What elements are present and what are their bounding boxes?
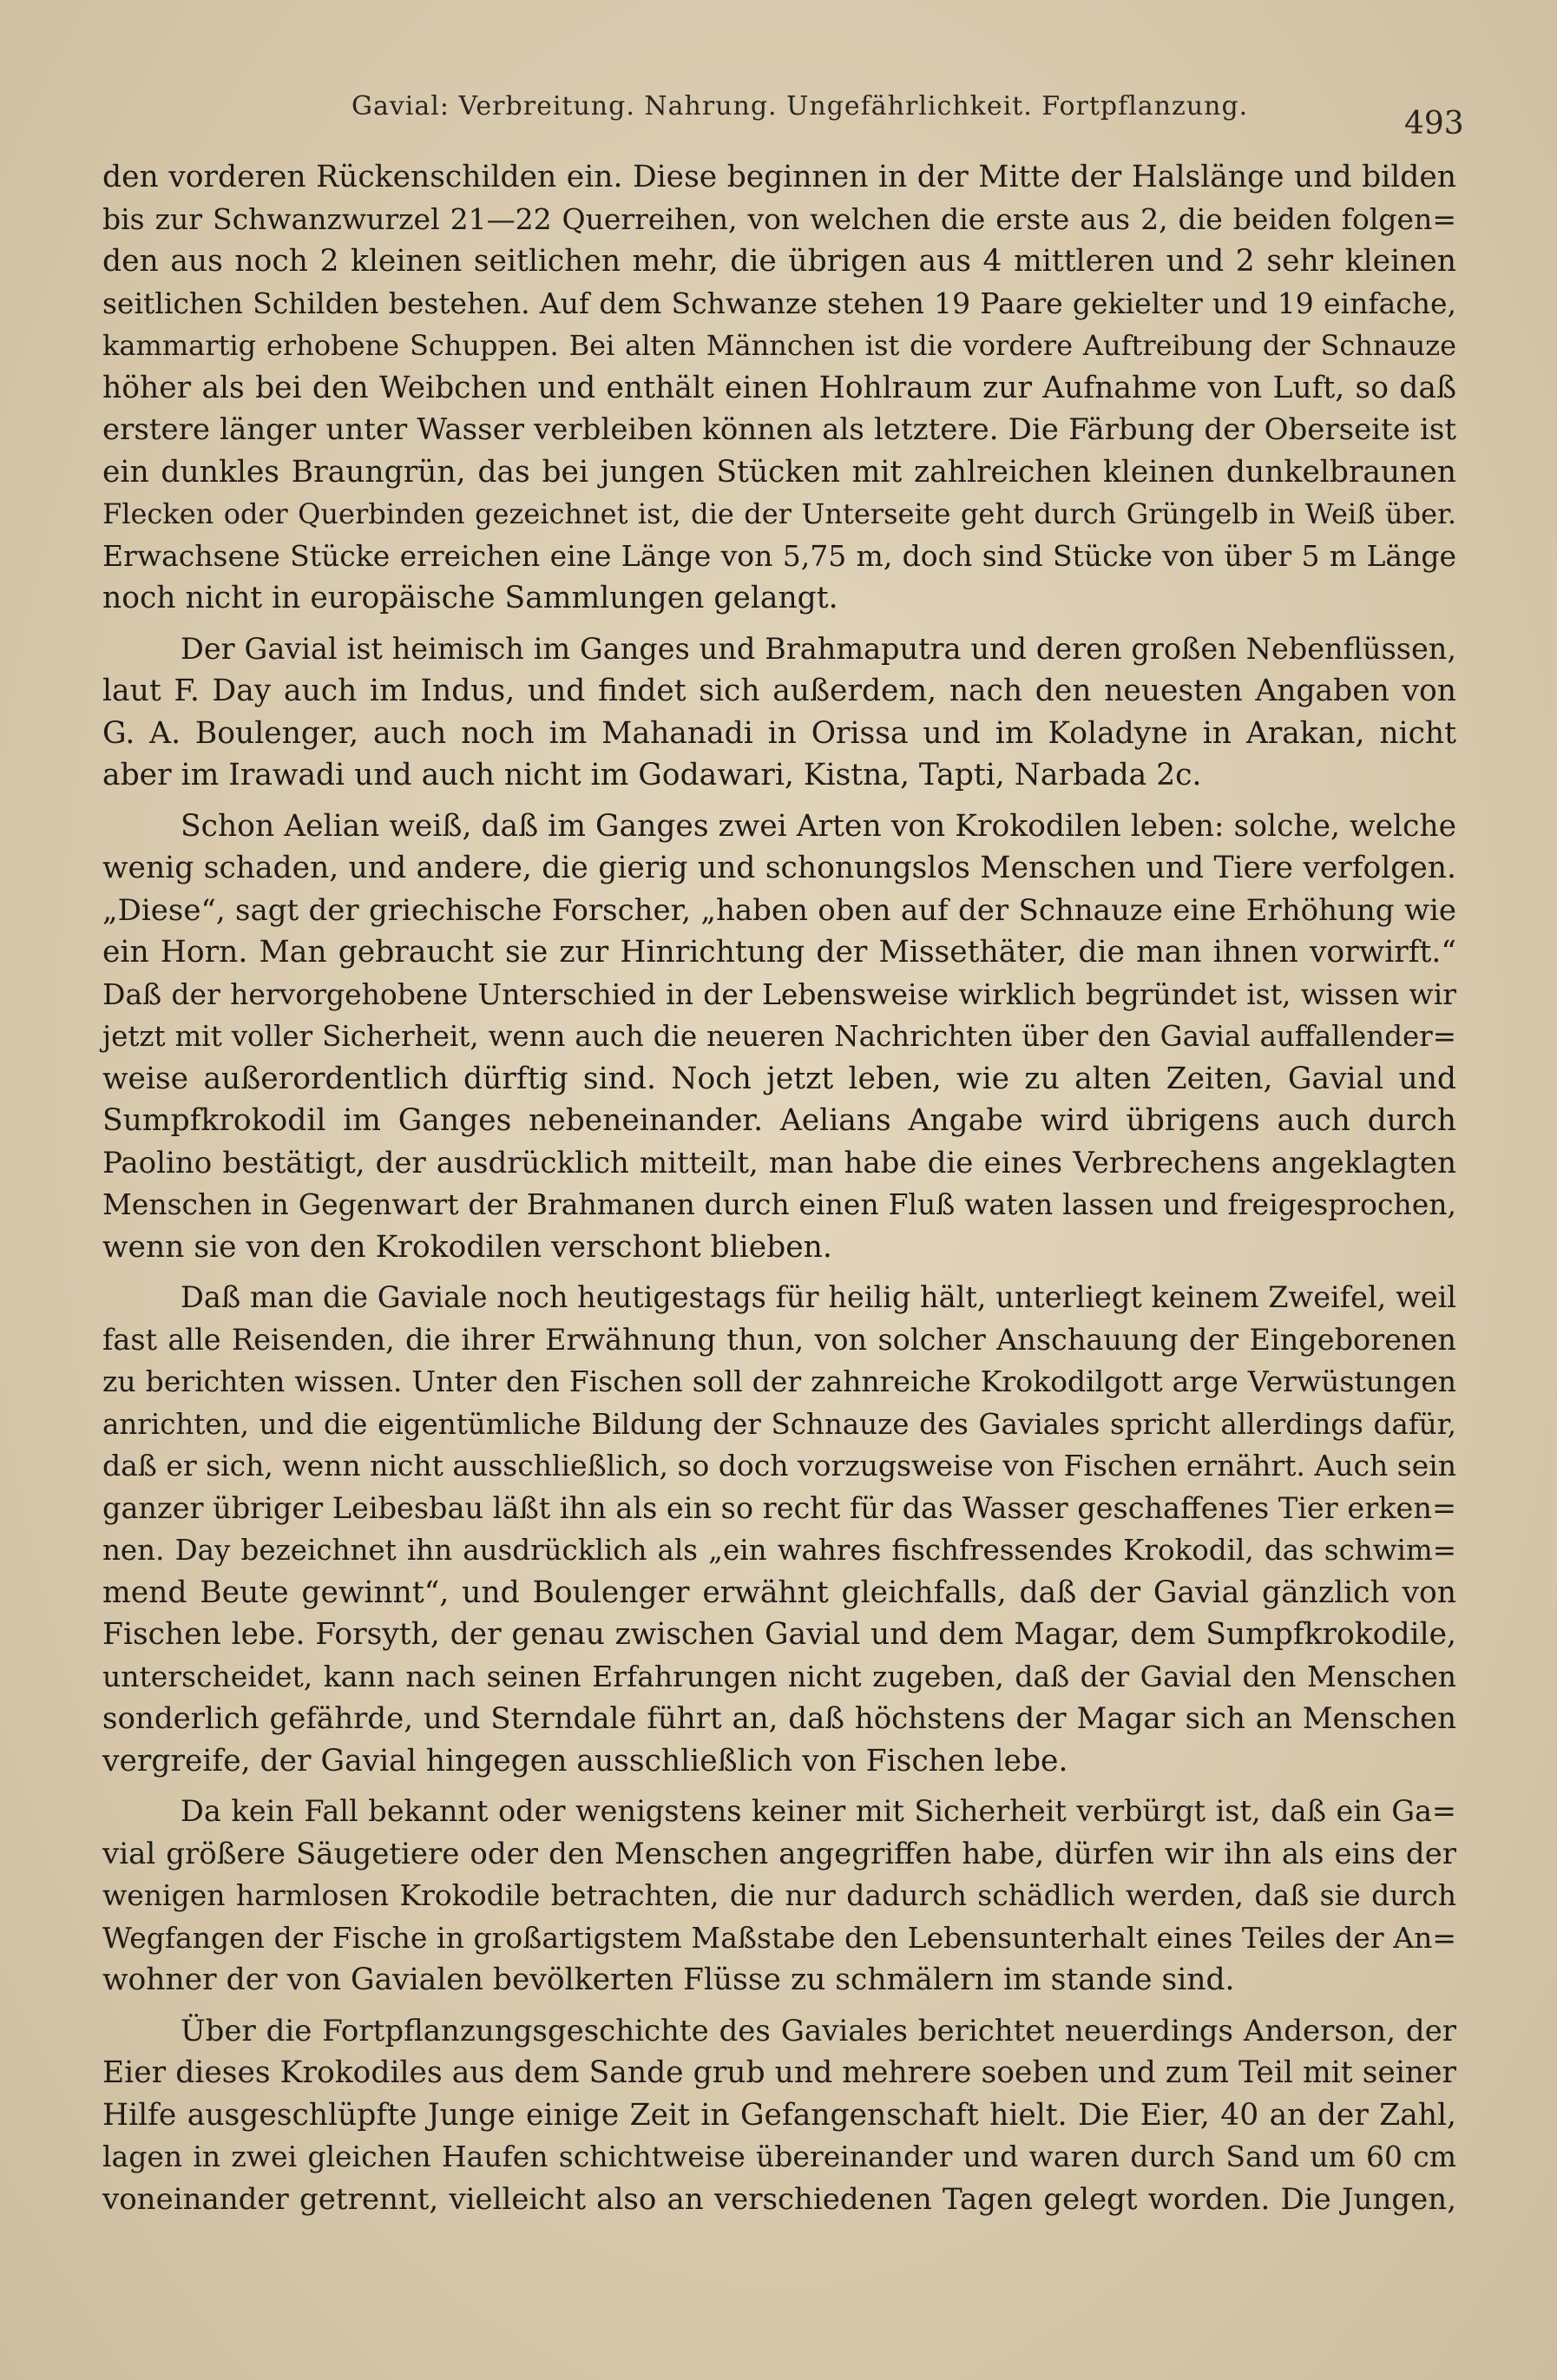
- text-line: Erwachsene Stücke erreichen eine Länge von 5,75 m, doch sind Stücke von über 5 m Länge: [102, 538, 1456, 573]
- text-line: Paolino bestätigt, der ausdrücklich mitteilt, man habe die eines Verbrechens angeklagten: [102, 1145, 1456, 1180]
- body-text: [102, 156, 1456, 2220]
- text-line: weise außerordentlich dürftig sind. Noch jetzt leben, wie zu alten Zeiten, Gavial und: [102, 1061, 1456, 1096]
- text-line: kammartig erhobene Schuppen. Bei alten Männchen ist die vordere Auftreibung der Schnauze: [102, 329, 1456, 362]
- paragraph: [102, 628, 1456, 797]
- text-line: höher als bei den Weibchen und enthält einen Hohlraum zur Aufnahme von Luft, so daß: [102, 370, 1456, 405]
- paragraph: [102, 805, 1456, 1269]
- page-number: 493: [1404, 106, 1464, 141]
- text-line: ganzer übriger Leibesbau läßt ihn als ein so recht für das Wasser geschaffenes Tier erken=: [102, 1490, 1457, 1525]
- text-line: Eier dieses Krokodiles aus dem Sande grub und mehrere soeben und zum Teil mit seiner: [102, 2055, 1456, 2090]
- text-line: fast alle Reisenden, die ihrer Erwähnung thun, von solcher Anschauung der Eingeborenen: [102, 1322, 1456, 1357]
- text-line: zu berichten wissen. Unter den Fischen soll der zahnreiche Krokodilgott arge Verwüstungen: [102, 1364, 1456, 1398]
- text-line: Hilfe ausgeschlüpfte Junge einige Zeit in Gefangenschaft hielt. Die Eier, 40 an der Zahl,: [102, 2097, 1456, 2133]
- paragraph: [102, 156, 1456, 620]
- text-line: wohner der von Gavialen bevölkerten Flüsse zu schmälern im stande sind.: [102, 1963, 1235, 1997]
- paragraph: [102, 2010, 1456, 2221]
- text-line: erstere länger unter Wasser verbleiben können als letztere. Die Färbung der Oberseite ist: [102, 412, 1456, 447]
- text-line: daß er sich, wenn nicht ausschließlich, so doch vorzugsweise von Fischen ernährt. Auch sein: [102, 1449, 1456, 1483]
- text-line: seitlichen Schilden bestehen. Auf dem Schwanze stehen 19 Paare gekielter und 19 einfache,: [102, 286, 1456, 320]
- text-line: „Diese“, sagt der griechische Forscher, „haben oben auf der Schnauze eine Erhöhung wie: [102, 892, 1456, 928]
- text-line: sonderlich gefährde, und Sterndale führt an, daß höchstens der Magar sich an Menschen: [102, 1701, 1456, 1736]
- text-line: Fischen lebe. Forsyth, der genau zwischen Gavial und dem Magar, dem Sumpfkrokodile,: [102, 1617, 1456, 1652]
- text-line: G. A. Boulenger, auch noch im Mahanadi in Orissa und im Koladyne in Arakan, nicht: [102, 715, 1456, 751]
- text-line: vial größere Säugetiere oder den Menschen angegriffen habe, dürfen wir ihn als eins der: [102, 1836, 1456, 1871]
- text-line: laut F. Day auch im Indus, und findet sich außerdem, nach den neuesten Angaben von: [102, 674, 1456, 708]
- text-line: Menschen in Gegenwart der Brahmanen durch einen Fluß waten lassen und freigesprochen,: [102, 1187, 1456, 1221]
- text-line: lagen in zwei gleichen Haufen schichtweise übereinander und waren durch Sand um 60 cm: [102, 2140, 1456, 2173]
- text-line: Da kein Fall bekannt oder wenigstens keiner mit Sicherheit verbürgt ist, daß ein Ga=: [181, 1794, 1456, 1828]
- text-line: mend Beute gewinnt“, und Boulenger erwähnt gleichfalls, daß der Gavial gänzlich von: [102, 1575, 1456, 1610]
- text-line: voneinander getrennt, vielleicht also an verschiedenen Tagen gelegt worden. Die Jungen,: [102, 2181, 1456, 2217]
- text-line: Über die Fortpflanzungsgeschichte des Gaviales berichtet neuerdings Anderson, der: [181, 2013, 1456, 2048]
- text-line: bis zur Schwanzwurzel 21—22 Querreihen, von welchen die erste aus 2, die beiden folgen=: [102, 201, 1456, 236]
- text-line: wenigen harmlosen Krokodile betrachten, die nur dadurch schädlich werden, daß sie durch: [102, 1878, 1456, 1912]
- text-line: Der Gavial ist heimisch im Ganges und Brahmaputra und deren großen Nebenflüssen,: [181, 631, 1456, 666]
- text-line: den aus noch 2 kleinen seitlichen mehr, die übrigen aus 4 mittleren und 2 sehr kleinen: [102, 244, 1456, 279]
- text-line: den vorderen Rückenschilden ein. Diese beginnen in der Mitte der Halslänge und bilden: [102, 160, 1456, 194]
- text-line: Wegfangen der Fische in großartigstem Maßstabe den Lebensunterhalt eines Teiles der An=: [102, 1920, 1456, 1955]
- text-line: Flecken oder Querbinden gezeichnet ist, die der Unterseite geht durch Grüngelb in Weiß über.: [102, 497, 1456, 530]
- text-line: jetzt mit voller Sicherheit, wenn auch die neueren Nachrichten über den Gavial auffallender=: [102, 1020, 1456, 1053]
- text-line: Daß man die Gaviale noch heutigestags für heilig hält, unterliegt keinem Zweifel, weil: [181, 1280, 1456, 1314]
- text-line: vergreife, der Gavial hingegen ausschließlich von Fischen lebe.: [102, 1743, 1068, 1778]
- text-line: aber im Irawadi und auch nicht im Godawari, Kistna, Tapti, Narbada 2c.: [102, 758, 1202, 792]
- text-line: anrichten, und die eigentümliche Bildung der Schnauze des Gaviales spricht allerdings dafür,: [102, 1407, 1456, 1441]
- text-line: Daß der hervorgehobene Unterschied in der Lebensweise wirklich begründet ist, wissen wir: [102, 976, 1456, 1011]
- paragraph: [102, 1791, 1456, 2002]
- running-head: Gavial: Verbreitung. Nahrung. Ungefährlichkeit. Fortpflanzung.: [351, 91, 1249, 122]
- text-line: noch nicht in europäische Sammlungen gelangt.: [102, 581, 838, 615]
- text-line: unterscheidet, kann nach seinen Erfahrungen nicht zugeben, daß der Gavial den Menschen: [102, 1659, 1456, 1693]
- text-line: wenn sie von den Krokodilen verschont blieben.: [102, 1229, 832, 1265]
- text-line: wenig schaden, und andere, die gierig und schonungslos Menschen und Tiere verfolgen.: [102, 851, 1456, 885]
- text-line: nen. Day bezeichnet ihn ausdrücklich als „ein wahres fischfressendes Krokodil, das schwim=: [102, 1534, 1456, 1567]
- text-line: Schon Aelian weiß, daß im Ganges zwei Arten von Krokodilen leben: solche, welche: [181, 808, 1456, 844]
- paragraph: [102, 1277, 1456, 1782]
- text-line: ein dunkles Braungrün, das bei jungen Stücken mit zahlreichen kleinen dunkelbraunen: [102, 454, 1456, 490]
- text-line: Sumpfkrokodil im Ganges nebeneinander. Aelians Angabe wird übrigens auch durch: [102, 1103, 1456, 1138]
- text-line: ein Horn. Man gebraucht sie zur Hinrichtung der Missethäter, die man ihnen vorwirft.“: [102, 935, 1456, 970]
